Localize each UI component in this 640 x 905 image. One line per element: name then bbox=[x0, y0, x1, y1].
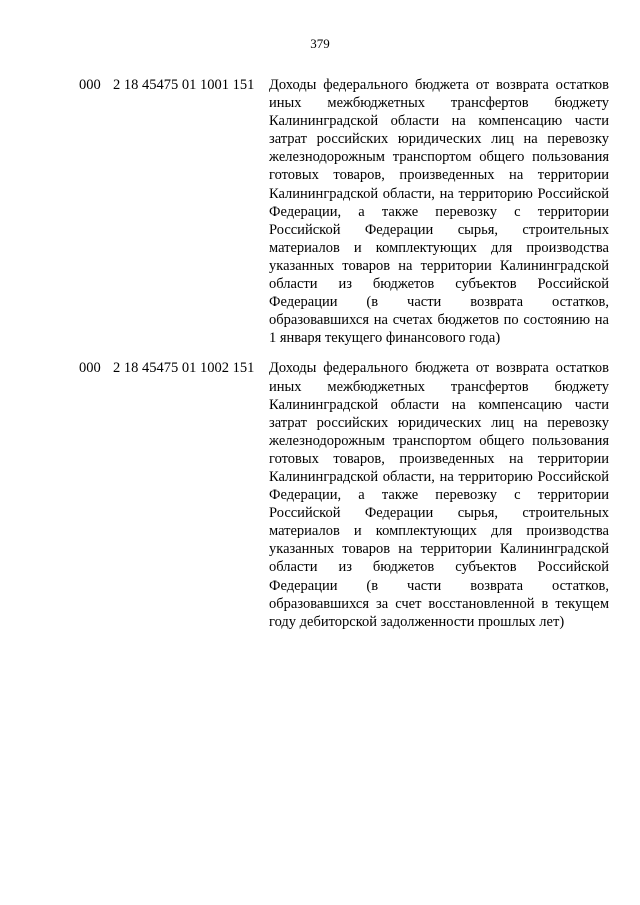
revenue-description: Доходы федерального бюджета от возврата остатков иных межбюджетных трансфертов бюджету Калининградской области на компенсацию части затрат российских юридических лиц на перевозку железнодорожным транспортом общего пользования готовых товаров, произведенных на территории Калининградской области, на территорию Российской Федерации, а также перевозку с территории Российской Федерации сырья, строительных материалов и комплектующих для производства указанных товаров на территории Калининградской области из бюджетов субъектов Российской Федерации (в части возврата остатков, образовавшихся за счет восстановленной в текущем году дебиторской задолженности прошлых лет) bbox=[269, 360, 609, 630]
administrator-code: 000 bbox=[79, 77, 101, 93]
budget-classification-code: 2 18 45475 01 1002 151 bbox=[113, 360, 255, 377]
budget-code-entry bbox=[79, 359, 609, 630]
page-number: 379 bbox=[310, 36, 330, 51]
revenue-description: Доходы федерального бюджета от возврата остатков иных межбюджетных трансфертов бюджету Калининградской области на компенсацию части затрат российских юридических лиц на перевозку железнодорожным транспортом общего пользования готовых товаров, произведенных на территории Калининградской области, на территорию Российской Федерации, а также перевозку с территории Российской Федерации сырья, строительных материалов и комплектующих для производства указанных товаров на территории Калининградской области из бюджетов субъектов Российской Федерации (в части возврата остатков, образовавшихся на счетах бюджетов по состоянию на 1 января текущего финансового года) bbox=[269, 77, 609, 347]
administrator-code: 000 bbox=[79, 360, 101, 377]
budget-code-list bbox=[79, 76, 609, 643]
budget-code-entry bbox=[79, 76, 609, 347]
budget-classification-code: 2 18 45475 01 1001 151 bbox=[113, 77, 255, 93]
